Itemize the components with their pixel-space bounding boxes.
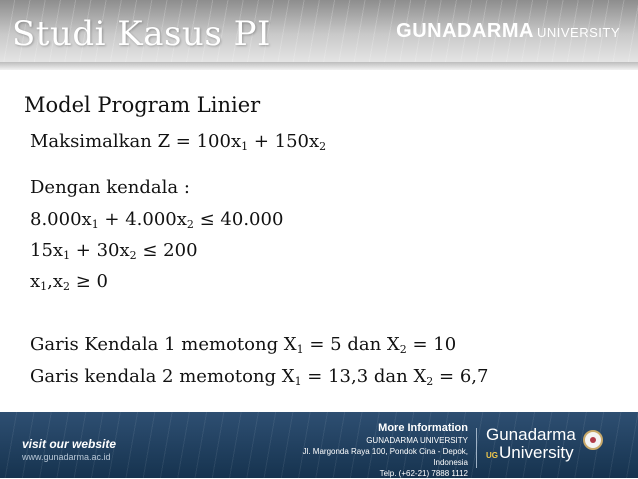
info-organization: GUNADARMA UNIVERSITY [366,436,468,445]
info-address: Jl. Margonda Raya 100, Pondok Cina - Depok, Indonesia [302,447,468,467]
gunadarma-footer-logo [486,426,576,465]
slide-subtitle: Model Program Linier [24,93,261,117]
logo-brand-text: GUNADARMA [396,20,534,42]
constraint-heading: Dengan kendala : [30,177,190,198]
subscript: 2 [426,375,434,388]
constraint-2 [30,240,198,262]
subscript: 2 [186,218,194,231]
constraint-2-part: 15x [30,240,64,261]
constraint-1-part: + 4.000x [98,209,187,230]
intercept-result-2 [30,366,488,388]
objective-function [30,131,326,153]
header-band [0,62,638,70]
subscript: 1 [91,218,99,231]
slide-title: Studi Kasus PI [12,14,271,54]
info-phone: Telp. (+62-21) 7888 1112 [379,469,468,478]
subscript: 2 [129,249,137,262]
result-1-part: Garis Kendala 1 memotong X [30,334,297,355]
constraint-1-part: 8.000x [30,209,92,230]
constraint-3-part: ,x [47,271,64,292]
more-info-heading: More Information [378,422,468,434]
result-2-part: = 13,3 dan X [301,366,427,387]
constraint-1-part: ≤ 40.000 [193,209,284,230]
contact-info [270,422,468,479]
slide-footer [0,412,638,478]
footer-logo-line2: University [499,443,574,462]
slide-header [0,0,638,62]
subscript: 2 [399,343,407,356]
visit-website-label: visit our website [22,437,117,451]
constraint-3-part: ≥ 0 [70,271,109,292]
footer-logo-ug: UG [486,451,498,460]
subscript: 1 [40,280,48,293]
gunadarma-logo [396,20,620,43]
constraint-3 [30,271,108,293]
footer-logo-line1: Gunadarma [486,425,576,444]
constraint-3-part: x [30,271,41,292]
constraint-2-part: + 30x [70,240,130,261]
logo-university-text: UNIVERSITY [536,25,620,40]
subscript: 1 [296,343,304,356]
intercept-result-1 [30,334,456,356]
subscript: 2 [63,280,71,293]
subscript: 1 [63,249,71,262]
result-2-part: Garis kendala 2 memotong X [30,366,295,387]
subscript: 1 [241,140,249,153]
university-seal-icon [583,430,603,450]
constraint-1 [30,209,283,231]
objective-text-mid: + 150x [248,131,320,152]
constraint-2-part: ≤ 200 [136,240,198,261]
subscript: 1 [294,375,302,388]
subscript: 2 [319,140,327,153]
result-1-part: = 5 dan X [303,334,400,355]
objective-text: Maksimalkan Z = 100x [30,131,242,152]
footer-divider [476,428,477,468]
result-1-part: = 10 [406,334,457,355]
website-link[interactable]: www.gunadarma.ac.id [22,452,111,462]
result-2-part: = 6,7 [433,366,489,387]
